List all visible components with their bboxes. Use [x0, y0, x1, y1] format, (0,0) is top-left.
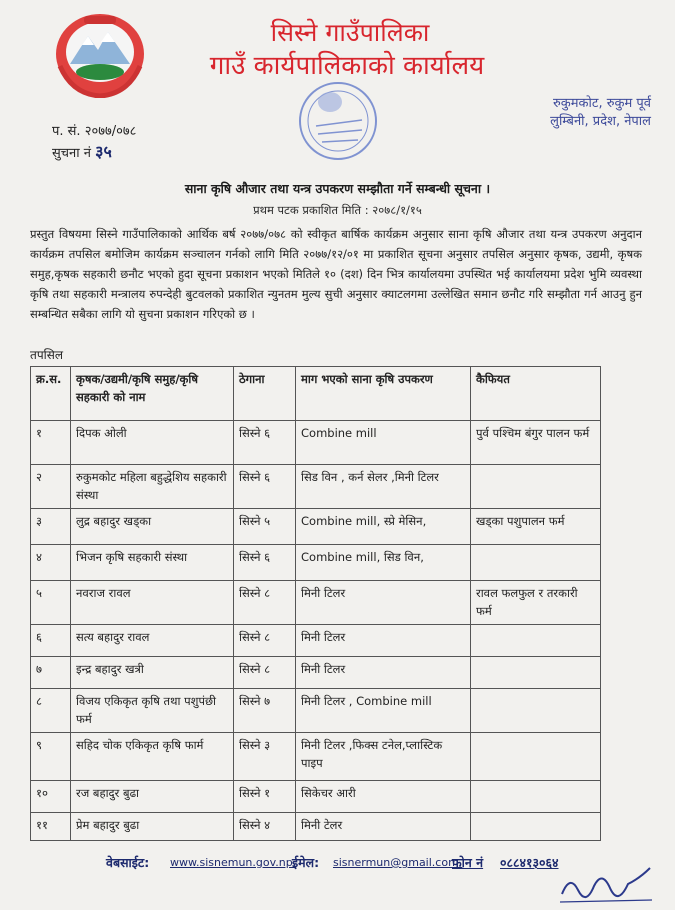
office-name: गाउँ कार्यपालिकाको कार्यालय	[209, 51, 485, 81]
details-label: तपसिल	[30, 348, 64, 362]
notice-body: प्रस्तुत विषयमा सिस्ने गाउँपालिकाको आर्थिक बर्ष २०७७/०७८ को स्वीकृत बार्षिक कार्यक्रम अनुसार साना कृषि औजार तथा यन्त्र उपकरण अनुदान कार्यक्रम तपसिल बमोजिम कार्यक्रम सञ्चालन गर्नको लागि मिति २०७७/१२/०१ मा प्रकाशित सूचना अनुसार तपसिल अनुसार कृषक, उद्यमी, कृषक समुह,कृषक सहकारी छनौट भएको हुदा सूचना प्रकाशन भएको मितिले १० (दश) दिन भित्र कार्यालयमा उपस्थित भई कार्यालयमा प्रदेश भुमि व्यवस्था कृषि तथा सहकारी मन्त्रालय रुपन्देही बुटवलको प्रकाशित न्युनतम मुल्य सुची अनुसार क्याटलगमा उल्लेखित समान छनौट गरि सम्झौता गर्न आउनु हुन सम्बन्धित सबैका लागि यो सुचना प्रकाशन गरिएको छ ।	[30, 227, 642, 321]
table-row: १० रज बहादुर बुढा सिस्ने १ सिकेचर आरी	[31, 781, 601, 813]
header-address: ठेगाना	[234, 367, 296, 421]
address-line-1: रुकुमकोट, रुकुम पूर्व	[553, 96, 651, 111]
header-equipment: माग भएको साना कृषि उपकरण	[296, 367, 471, 421]
table-row: ८ विजय एकिकृत कृषि तथा पशुपंछी फर्म सिस्ने ७ मिनी टिलर , Combine mill	[31, 689, 601, 733]
website-label: वेबसाईट:	[106, 855, 150, 870]
reference-block	[52, 122, 136, 164]
signature-icon	[556, 860, 656, 908]
address-line-2: लुम्बिनी, प्रदेश, नेपाल	[550, 114, 651, 129]
header-sn: क्र.स.	[31, 367, 71, 421]
notice-number: सुचना नं ३५	[52, 142, 112, 161]
website-link[interactable]: www.sisnemun.gov.np,	[170, 856, 297, 869]
notice-subject: साना कृषि औजार तथा यन्त्र उपकरण सम्झौता गर्ने सम्बन्धी सूचना ।	[184, 181, 491, 196]
table-row: १ दिपक ओली सिस्ने ६ Combine mill पुर्व पश्चिम बंगुर पालन फर्म	[31, 421, 601, 465]
first-published-date: प्रथम पटक प्रकाशित मिति : २०७८/१/१५	[253, 203, 422, 217]
table-row: ९ सहिद चोक एकिकृत कृषि फार्म सिस्ने ३ मिनी टिलर ,फिक्स टनेल,प्लास्टिक पाइप	[31, 733, 601, 781]
table-row: ५ नवराज रावल सिस्ने ८ मिनी टिलर रावल फलफुल र तरकारी फर्म	[31, 581, 601, 625]
phone-label: फोन नं	[452, 855, 484, 870]
letter-number: प. सं. २०७७/०७८	[52, 124, 137, 139]
office-stamp-icon	[292, 80, 384, 162]
table-row: ३ लुद्र बहादुर खड्का सिस्ने ५ Combine mill, स्प्रे मेसिन, खड्का पशुपालन फर्म	[31, 509, 601, 545]
table-row: ६ सत्य बहादुर रावल सिस्ने ८ मिनी टिलर	[31, 625, 601, 657]
header-name: कृषक/उद्यमी/कृषि समुह/कृषि सहकारी को नाम	[71, 367, 234, 421]
office-address	[550, 95, 651, 131]
table-row: ७ इन्द्र बहादुर खत्री सिस्ने ८ मिनी टिलर	[31, 657, 601, 689]
table-header-row	[31, 367, 601, 421]
table-row: ११ प्रेम बहादुर बुढा सिस्ने ४ मिनी टेलर	[31, 813, 601, 841]
table-row: ४ भिजन कृषि सहकारी संस्था सिस्ने ६ Combine mill, सिड विन,	[31, 545, 601, 581]
nepal-emblem-icon	[52, 6, 148, 98]
beneficiary-table	[30, 366, 601, 841]
header-remarks: कैफियत	[471, 367, 601, 421]
email-label: ईमेल:	[292, 855, 320, 870]
table-row: २ रुकुमकोट महिला बहुद्धेशिय सहकारी संस्था सिस्ने ६ सिड विन , कर्न सेलर ,मिनी टिलर	[31, 465, 601, 509]
municipality-name: सिस्ने गाउँपालिका	[270, 18, 430, 47]
email-link[interactable]: sisnermun@gmail.com,	[333, 856, 463, 869]
phone-number: ०८८४१३०६४	[500, 855, 559, 870]
